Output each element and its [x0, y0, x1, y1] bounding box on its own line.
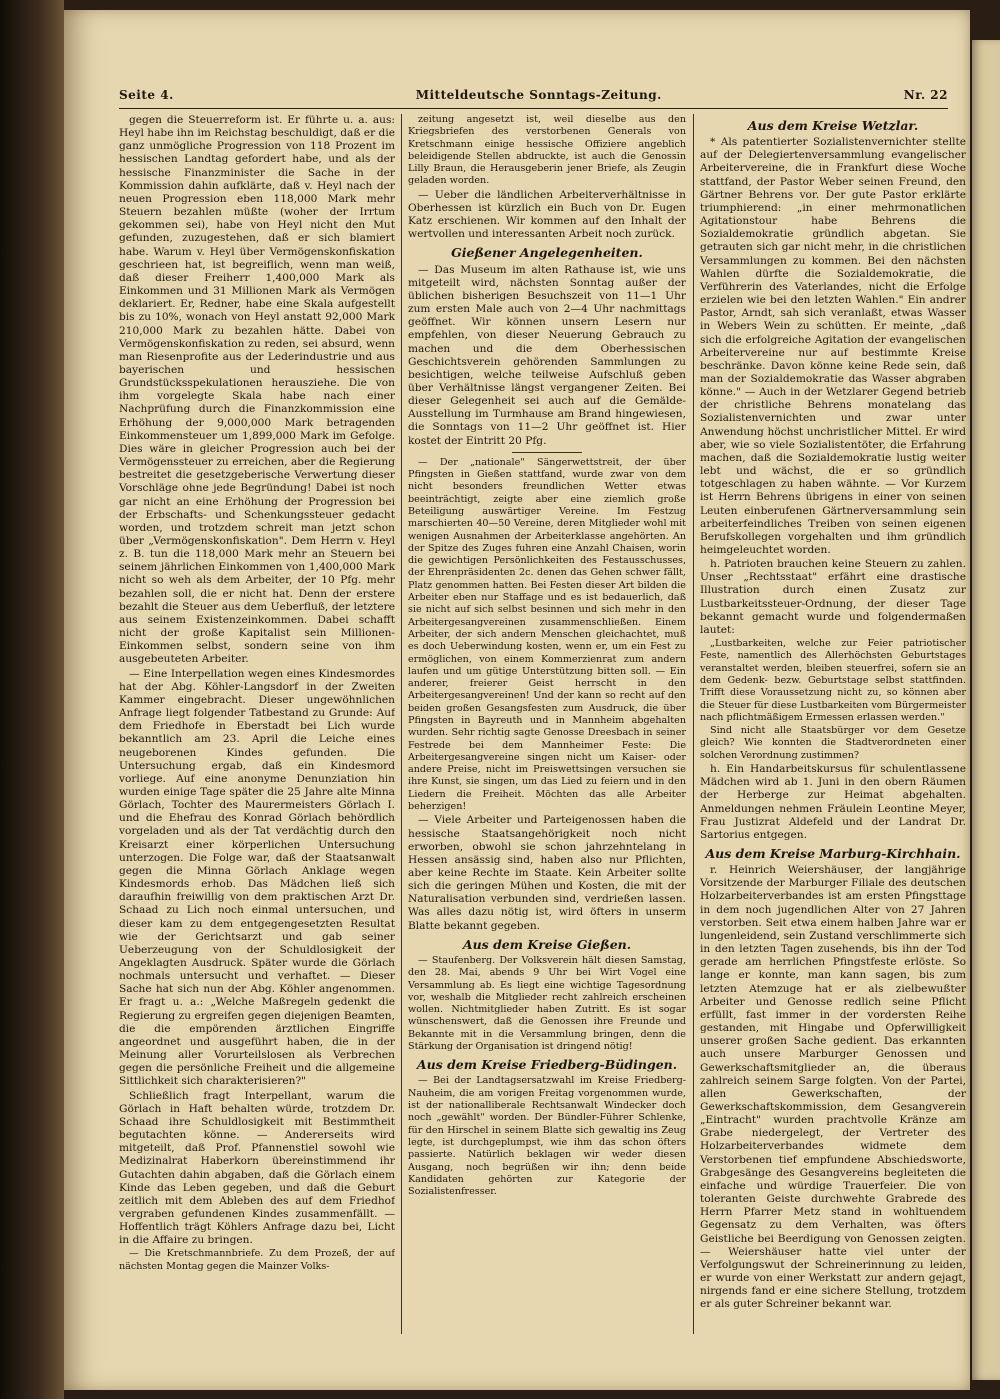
- book-spine: [0, 0, 64, 1399]
- paragraph: h. Ein Handarbeitskursus für schulentlassene Mädchen wird ab 1. Juni in den obern Räumen der Herberge zur Heimat abgehalten. Anmeldungen nehmen Fräulein Leontine Meyer, Frau Justizrat Aldefeld und der Landrat Dr. Sartorius entgegen.: [700, 763, 966, 841]
- paragraph: — Staufenberg. Der Volksverein hält diesen Samstag, den 28. Mai, abends 9 Uhr bei Wirt Vogel eine Versammlung ab. Es liegt eine wichtige Tagesordnung vor, weshalb die Mitglieder recht zahlreich erscheinen wollen. Nichtmitglieder haben Zutritt. Es ist sogar wünschenswert, daß die Genossen ihre Freunde und Bekannte mit in die Versammlung bringen, denn die Stärkung der Organisation ist dringend nötig!: [408, 954, 686, 1052]
- masthead-title: Mitteldeutsche Sonntags-Zeitung.: [415, 88, 662, 102]
- paragraph: gegen die Steuerreform ist. Er führte u. a. aus: Heyl habe ihn im Reichstag beschuldigt, daß er die ganz unmögliche Progression von 118 Prozent im hessischen Landtag gefordert habe, und als der hessische Finanzminister die Sache in der Kommission dahin aufklärte, daß v. Heyl nach der neuen Progression eben 118,000 Mark mehr Steuern bezahlen müßte (woher der Irrtum gekommen sei), habe von Heyl nicht den Mut gefunden, zuzugestehen, daß er sich blamiert habe. Warum v. Heyl über Vermögenskonfiskation geschrieen hat, ist begreiflich, wenn man weiß, daß dieser Freiherr 1,400,000 Mark als Einkommen und 31 Millionen Mark als Vermögen deklariert. Er, Redner, habe eine Skala aufgestellt bis zu 10%, wonach von Heyl anstatt 92,000 Mark 210,000 Mark zu bezahlen hätte. Dabei von Vermögenskonfiskation zu reden, sei absurd, wenn man Riesenprofite aus der Lederindustrie und aus bayerischen und hessischen Grundstücksspekulationen herausziehe. Die von ihm vorgelegte Skala habe nach einer Nachprüfung durch die Finanzkommission eine Erhöhung der 9,000,000 Mark betragenden Einkommensteuer um 1,899,000 Mark im Gefolge. Dies wäre in gleicher Progression auch bei der Vermögenssteuer zu erreichen, aber die Regierung bestreitet die gesetzgeberische Verwertung dieser Vorschläge ohne jede Begründung! Dabei ist noch gar nicht an eine Erhöhung der Progression bei der Erbschafts- und Schenkungssteuer gedacht worden, und trotzdem schreit man jetzt schon über „Vermögenskonfiskation". Dem Herrn v. Heyl z. B. tun die 118,000 Mark mehr an Steuern bei seinem jährlichen Einkommen von 1,400,000 Mark nicht so weh als dem Arbeiter, der 10 Pfg. mehr bezahlen soll, die er nicht hat. Denn der erstere bezahlt die Steuer aus dem Ueberfluß, der letztere aus seinem Existenzeinkommen. Dabei schafft nicht der große Kapitalist sein Millionen-Einkommen selbst, sondern seine von ihm ausgebeuteten Arbeiter.: [119, 114, 395, 666]
- column-2: [408, 114, 686, 1334]
- column-3: [700, 114, 966, 1334]
- newspaper-page: [64, 10, 970, 1390]
- paragraph: — Das Museum im alten Rathause ist, wie uns mitgeteilt wird, nächsten Sonntag außer der üblichen bisherigen Besuchszeit von 11—1 Uhr zum ersten Male auch von 2—4 Uhr nachmittags geöffnet. Wir können unsern Lesern nur empfehlen, von dieser Neuerung Gebrauch zu machen und die dem Oberhessischen Geschichtsverein gehörenden Sammlungen zu besichtigen, welche teilweise Aufschluß geben über Verhältnisse längst vergangener Zeiten. Bei dieser Gelegenheit sei auch auf die Gemälde-Ausstellung im Turmhause am Brand hingewiesen, die Sonntags von 11—2 Uhr geöffnet ist. Hier kostet der Eintritt 20 Pfg.: [408, 263, 686, 447]
- issue-number: Nr. 22: [903, 88, 948, 102]
- paragraph: — Viele Arbeiter und Parteigenossen haben die hessische Staatsangehörigkeit noch nicht erworben, obwohl sie schon jahrzehntelang in Hessen ansässig sind, haben also nur Pflichten, aber keine Rechte im Staate. Kein Arbeiter sollte sich die geringen Mühen und Kosten, die mit der Naturalisation verbunden sind, verdrießen lassen. Was alles dazu nötig ist, wird öfters in unserm Blatte bekannt gegeben.: [408, 814, 686, 932]
- paragraph: Sind nicht alle Staatsbürger vor dem Gesetze gleich? Wie konnten die Stadtverordneten einer solchen Verordnung zustimmen?: [700, 725, 966, 761]
- paragraph: h. Patrioten brauchen keine Steuern zu zahlen. Unser „Rechtsstaat" erfährt eine drastische Illustration durch einen Zusatz zur Lustbarkeitssteuer-Ordnung, der dieser Tage bekannt gemacht wurde und folgendermaßen lautet:: [700, 558, 966, 636]
- column-1: [119, 114, 395, 1334]
- page-header: [119, 88, 948, 108]
- separator: [512, 452, 582, 453]
- page-number: Seite 4.: [119, 88, 174, 102]
- paragraph: — Ueber die ländlichen Arbeiterverhältnisse in Oberhessen ist kürzlich ein Buch von Dr. Eugen Katz erschienen. Wir kommen auf den Inhalt der wertvollen und interessanten Arbeit noch zurück.: [408, 188, 686, 241]
- section-heading-friedberg: Aus dem Kreise Friedberg-Büdingen.: [416, 1057, 678, 1073]
- paragraph: — Eine Interpellation wegen eines Kindesmordes hat der Abg. Köhler-Langsdorf in der Zweiten Kammer eingebracht. Dieser ungewöhnlichen Anfrage liegt folgender Tatbestand zu Grunde: Auf dem Friedhofe in Eberstadt bei Lich wurde bekanntlich am 23. April die Leiche eines neugeborenen Kindes gefunden. Die Untersuchung ergab, daß ein Kindesmord vorliege. Auf eine anonyme Denunziation hin wurden einige Tage später die 25 Jahre alte Minna Görlach, Tochter des Maurermeisters Görlach I. und die Ehefrau des Konrad Görlach behördlich vorgeladen und als der Tat verdächtig durch den Kreisarzt einer körperlichen Untersuchung unterzogen. Die Folge war, daß der Staatsanwalt gegen die Minna Görlach Anklage wegen Kindesmords erhob. Das Mädchen ließ sich daraufhin freiwillig von dem praktischen Arzt Dr. Schaad zu Lich noch einmal untersuchen, und dieser kam zu dem entgegengesetzten Resultat wie der Gerichtsarzt und gab seiner Ueberzeugung von der Schuldlosigkeit der Angeklagten Ausdruck. Später wurde die Görlach nochmals untersucht und verhaftet. — Dieser Sache hat sich nun der Abg. Köhler angenommen. Er fragt u. a.: „Welche Maßregeln gedenkt die Regierung zu ergreifen gegen diejenigen Beamten, die die empörenden ärztlichen Eingriffe angeordnet und ausgeführt haben, die in der Meinung aller Vorurteilslosen als Verbrechen gegen die persönliche Freiheit und die allgemeine Sittlichkeit sich charakterisieren?": [119, 667, 395, 1088]
- paragraph: — Die Kretschmannbriefe. Zu dem Prozeß, der auf nächsten Montag gegen die Mainzer Volks-: [119, 1248, 395, 1272]
- header-rule: [119, 108, 948, 109]
- paragraph: Schließlich fragt Interpellant, warum die Görlach in Haft behalten würde, trotzdem Dr. Schaad ihre Schuldlosigkeit mit Bestimmtheit begutachten könne. — Andererseits wird mitgeteilt, daß Prof. Pfannenstiel sowohl wie Medizinalrat Haberkorn übereinstimmend ihr Gutachten dahin abgaben, daß die Görlach einem Kinde das Leben gegeben, und daß die Geburt zeitlich mit dem Ableben des auf dem Friedhof vergraben gefundenen Kindes zusammenfällt. — Hoffentlich trägt Köhlers Anfrage dazu bei, Licht in die Affaire zu bringen.: [119, 1089, 395, 1247]
- paragraph: r. Heinrich Weiershäuser, der langjährige Vorsitzende der Marburger Filiale des deutschen Holzarbeiterverbandes ist am ersten Pfingsttage in dem noch jugendlichen Alter von 27 Jahren verstorben. Seit etwa einem halben Jahre war er lungenleidend, sein Zustand verschlimmerte sich in den letzten Tagen zusehends, bis ihn der Tod gerade am herrlichen Pfingstfeste erlöste. So lange er konnte, man kann sagen, bis zum letzten Atemzuge hat er als zielbewußter Arbeiter und Genosse redlich seine Pflicht erfüllt, fast immer in der vordersten Reihe gestanden, mit Hingabe und Opferwilligkeit unserer großen Sache gedient. Das erkannten auch unsere Marburger Genossen und Gewerkschaftsmitglieder an, die überaus zahlreich seinem Sarge folgten. Von der Partei, allen Gewerkschaften, der Gewerkschaftskommission, dem Gesangverein „Eintracht" wurden prachtvolle Kränze am Grabe niedergelegt, der Vertreter des Holzarbeiterverbandes widmete dem Verstorbenen tief empfundene Abschiedsworte, Grabgesänge des Gesangvereins begleiteten die einfache und würdige Trauerfeier. Die von toleranten Geiste durchwehte Grabrede des Herrn Pfarrer Metz stand in wohltuendem Gegensatz zu dem Verhalten, was öfters Geistliche bei Beerdigung von Genossen zeigten. — Weiershäuser hatte viel unter der Verfolgungswut der Schreinerinnung zu leiden, er wurde von einer Werkstatt zur andern gejagt, nirgends fand er eine sichere Stellung, trotzdem er als guter Schreiner bekannt war.: [700, 864, 966, 1311]
- section-heading-giessen-affairs: Gießener Angelegenheiten.: [451, 245, 643, 261]
- column-divider: [401, 114, 402, 1334]
- section-heading-kreis-giessen: Aus dem Kreise Gießen.: [462, 936, 632, 952]
- section-heading-marburg: Aus dem Kreise Marburg-Kirchhain.: [705, 846, 961, 861]
- paragraph: „Lustbarkeiten, welche zur Feier patriotischer Feste, namentlich des Allerhöchsten Geburtstages veranstaltet werden, bleiben steuerfrei, sofern sie an dem Gedenk- bezw. Geburtstage selbst stattfinden. Trifft diese Voraussetzung nicht zu, so können aber die Steuer für diese Lustbarkeiten vom Bürgermeister nach pflichtmäßigem Ermessen erlassen werden.": [700, 638, 966, 723]
- column-divider: [693, 114, 694, 1334]
- paragraph: — Bei der Landtagsersatzwahl im Kreise Friedberg-Nauheim, die am vorigen Freitag vorgenommen wurde, ist der nationalliberale Rechtsanwalt Windecker doch noch „gewählt" worden. Der Bündler-Führer Schlenke, für den Hirschel in seinem Blatte sich gewaltig ins Zeug legte, ist durchgeplumpst, wie ihm das schon öfters passierte. Natürlich beklagen wir weder diesen Ausgang, noch begrüßen wir ihn; denn beide Kandidaten gehörten zur Kategorie der Sozialistenfresser.: [408, 1075, 686, 1198]
- adjacent-page-edge: [972, 40, 1000, 1380]
- paragraph: — Der „nationale" Sängerwettstreit, der über Pfingsten in Gießen stattfand, wurde zwar von dem nicht besonders freundlichen Wetter etwas beeinträchtigt, zeigte aber eine ziemlich große Beteiligung auswärtiger Vereine. Im Festzug marschierten 40—50 Vereine, deren Mitglieder wohl mit wenigen Ausnahmen der Arbeiterklasse angehörten. An der Spitze des Zuges fuhren eine Anzahl Chaisen, worin die gewichtigen Persönlichkeiten des Festausschusses, der Ehrenpräsidenten 2c. denen das Gehen schwer fällt, Platz genommen hatten. Bei Festen dieser Art bilden die Arbeiter eben nur Staffage und es ist bedauerlich, daß sie nicht auf sich selbst besinnen und sich mehr in den Arbeitergesangvereinen zusammenschließen. Einem Arbeiter, der sich andern Menschen gleichachtet, muß es doch Ueberwindung kosten, wenn er, um ein Fest zu ermöglichen, von einem Kommerzienrat zum andern laufen und um gütige Unterstützung bitten soll. — Ein anderer, freierer Geist herrscht in den Arbeitergesangvereinen! Und der kann so recht auf den beiden großen Gesangsfesten zum Ausdruck, die über Pfingsten in Bayreuth und in Mannheim abgehalten wurden. Sehr richtig sagte Genosse Dreesbach in seiner Festrede bei dem Mannheimer Feste: Die Arbeitergesangvereine singen nicht um Kaiser- oder andere Preise, nicht im Preiswettsingen versuchen sie ihre Kunst, sie singen, um das Lied zu feiern und in den Liedern die Freiheit. Möchten das alle Arbeiter beherzigen!: [408, 456, 686, 813]
- paragraph: zeitung angesetzt ist, weil dieselbe aus den Kriegsbriefen des verstorbenen Generals von Kretschmann einige hessische Offiziere angeblich beleidigende Stellen abdruckte, ist auch die Genossin Lilly Braun, die Herausgeberin jener Briefe, als Zeugin geladen worden.: [408, 114, 686, 187]
- paragraph: * Als patentierter Sozialistenvernichter stellte auf der Delegiertenversammlung evangelischer Arbeitervereine, die in Frankfurt diese Woche stattfand, der Pastor Weber seinen Freund, den Gärtner Behrens vor. Der gute Pastor erklärte triumphierend: „in einer mehrmonatlichen Agitationstour habe Behrens die Sozialdemokratie gründlich abgetan. Sie getrauten sich gar nicht mehr, in die christlichen Versammlungen zu kommen. Bei den nächsten Wahlen dürfte die Sozialdemokratie, die Verführerin des Vaterlandes, nicht die Erfolge erzielen wie bei den letzten Wahlen." Ein andrer Pastor, Arndt, sah sich veranlaßt, etwas Wasser in Webers Wein zu schütten. Er meinte, „daß sich die erfolgreiche Agitation der evangelischen Arbeitervereine nur auf bestimmte Kreise beschränke. Davon könne keine Rede sein, daß man der Sozialdemokratie das Wasser abgraben könne." — Auch in der Wetzlarer Gegend betrieb der christliche Behrens monatelang das Sozialistenvernichten und zwar unter Anwendung höchst unchristlicher Mittel. Er wird aber, wie so viele Sozialistentöter, die Erfahrung machen, daß die Sozialdemokratie lustig weiter lebt und wächst, die er so gründlich totgeschlagen zu haben wähnte. — Vor Kurzem ist Herrn Behrens übrigens in einer von seinen Leuten einberufenen Gärtnerversammlung sein arbeiterfeindliches Treiben von seinen eigenen Berufskollegen vorgehalten und ihm gründlich heimgeleuchtet worden.: [700, 136, 966, 556]
- section-heading-wetzlar: Aus dem Kreise Wetzlar.: [747, 118, 919, 133]
